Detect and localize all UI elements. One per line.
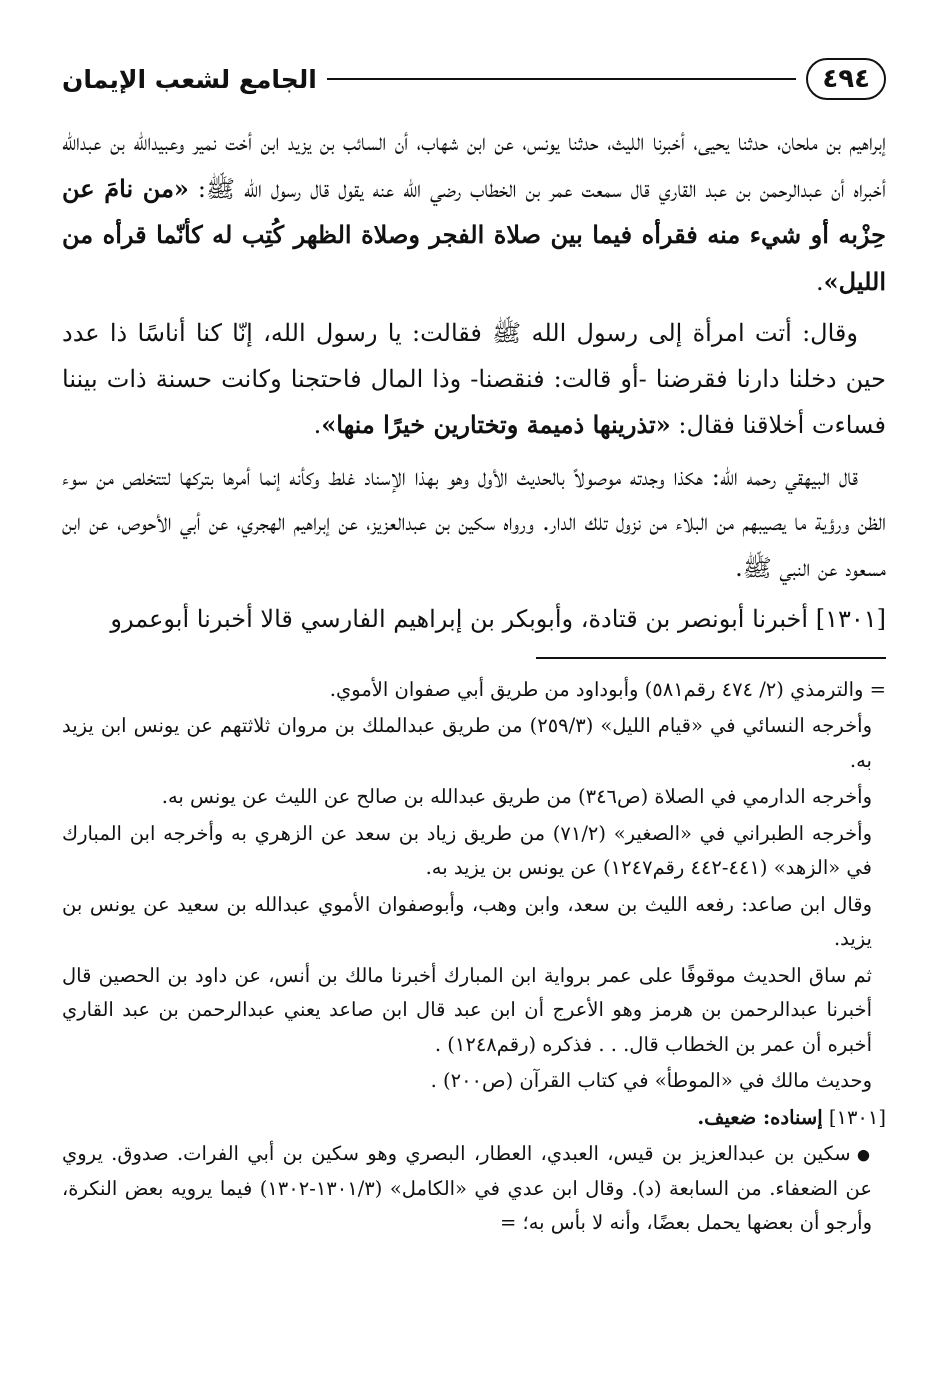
footnote-5: وقال ابن صاعد: رفعه الليث بن سعد، وابن وهب، وأبوصفوان الأموي عبدالله بن سعيد عن يونس بن يزيد. — [62, 892, 872, 950]
footnote-4: وأخرجه الطبراني في «الصغير» (٧١/٢) من طريق زياد بن سعد عن الزهري به وأخرجه ابن المبارك في «الزهد» (٤٤١-٤٤٢ رقم١٢٤٧) عن يونس بن يزيد به. — [62, 821, 872, 879]
footnote-6: ثم ساق الحديث موقوفًا على عمر برواية ابن المبارك أخبرنا مالك بن أنس، عن داود بن الحصين قال أخبرنا عبدالرحمن بن هرمز وهو الأعرج أن ابن عبد قال ابن صاعد يعني عبدالرحمن بن عبد القاري أخبره أن عمر بن الخطاب قال. . . فذكره (رقم١٢٤٨) . — [62, 963, 872, 1056]
hadith-quote-2: «تذرينها ذميمة وتختارين خيرًا منها» — [321, 410, 671, 439]
hadith-quote-1: «من نامَ عن حِزْبه أو شيء منه فقرأه فيما بين صلاة الفجر وصلاة الظهر كُتِب له كأنّما قرأه من الليل» — [62, 173, 886, 296]
header-rule — [327, 78, 797, 80]
bullet-icon: ● — [856, 1145, 872, 1164]
book-title: الجامع لشعب الإيمان — [62, 64, 317, 94]
paragraph-2-text: وقال: أتت امرأة إلى رسول الله ﷺ فقالت: يا رسول الله، إنّا كنا أناسًا ذا عدد حين دخلنا دارنا فقرضنا -أو قالت: فنقصنا- وذا المال فاحتجنا وكانت حسنة ذات بيننا فساءت أخلاقنا فقال: — [62, 319, 886, 439]
footnote-8-number: [١٣٠١] — [822, 1105, 886, 1129]
footnote-separator — [536, 657, 886, 659]
footnote-2: وأخرجه النسائي في «قيام الليل» (٢٥٩/٣) من طريق عبدالملك بن مروان ثلاثتهم عن يونس ابن يزيد به. — [62, 714, 873, 772]
paragraph-2-end: . — [313, 411, 322, 439]
footnote-7: وحديث مالك في «الموطأ» في كتاب القرآن (ص٢٠٠) . — [430, 1069, 872, 1092]
footnote-8 — [62, 1101, 886, 1136]
page — [62, 48, 886, 1374]
paragraph-4: [١٣٠١] أخبرنا أبونصر بن قتادة، وأبوبكر بن إبراهيم الفارسي قالا أخبرنا أبوعمرو — [110, 605, 886, 633]
page-number: ٤٩٤ — [806, 58, 886, 100]
main-text — [62, 120, 886, 643]
paragraph-1-end: . — [816, 267, 824, 296]
footnote-8-grade: إسناده: ضعيف. — [697, 1105, 823, 1129]
footnotes — [62, 673, 886, 1241]
footnote-3: وأخرجه الدارمي في الصلاة (ص٣٤٦) من طريق عبدالله بن صالح عن الليث عن يونس به. — [161, 785, 872, 808]
paragraph-3: قال البيهقي رحمه الله: هكذا وجدته موصولاً بالحديث الأول وهو بهذا الإسناد غلط وكأنه إنما أمرها بتركها لتتخلص من سوء الظن ورؤية ما يصيبهم من البلاء من نزول تلك الدار. ورواه سكين بن عبدالعزيز، عن إبراهيم الهجري، عن أبي الأحوص، عن ابن مسعود عن النبي ﷺ. — [62, 462, 886, 582]
footnote-9-text: سكين بن عبدالعزيز بن قيس، العبدي، العطار، البصري وهو سكين بن أبي الفرات. صدوق. يروي عن الضعفاء. من السابعة (د). وقال ابن عدي في «الكامل» (١٣٠١/٣-١٣٠٢) فيما يرويه بعض النكرة، وأرجو أن بعضها يحمل بعضًا، وأنه لا بأس به؛ = — [62, 1142, 872, 1235]
paragraph-1 — [62, 120, 886, 305]
footnote-9 — [62, 1137, 886, 1241]
paragraph-1-text: إبراهيم بن ملحان، حدثنا يحيى، أخبرنا الليث، حدثنا يونس، عن ابن شهاب، أن السائب بن يزيد ابن أخت نمير وعبيدالله بن عبدالله أخبراه أن عبدالرحمن بن عبد القاري قال سمعت عمر بن الخطاب رضي الله عنه يقول قال رسول الله ﷺ: — [62, 128, 886, 203]
page-header — [62, 48, 886, 110]
paragraph-2 — [62, 311, 886, 449]
footnote-1: = والترمذي (٢/ ٤٧٤ رقم٥٨١) وأبوداود من طريق أبي صفوان الأموي. — [329, 677, 886, 701]
